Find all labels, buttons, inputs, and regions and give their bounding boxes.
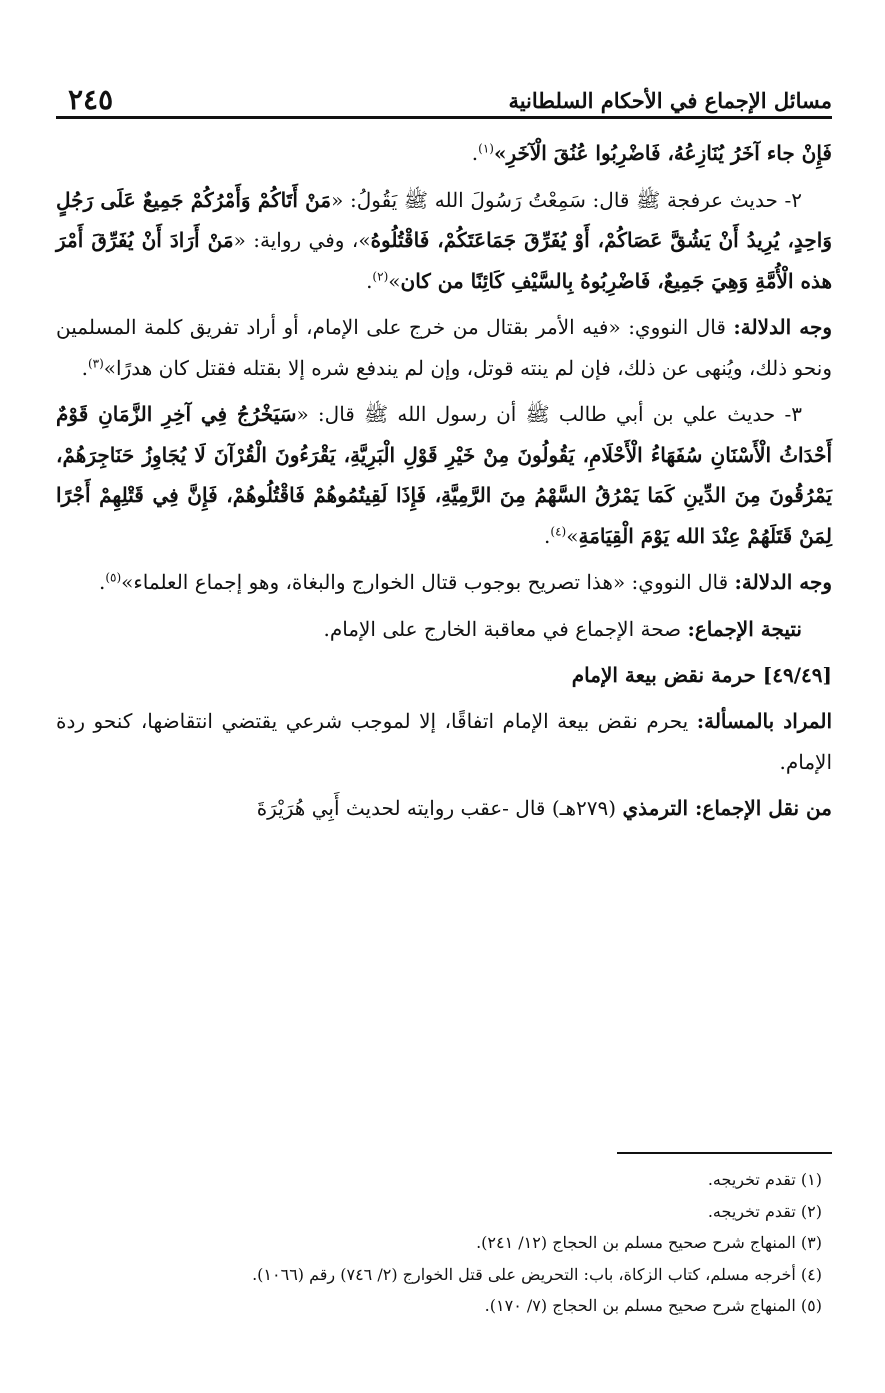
footnote-3: (٣) المنهاج شرح صحيح مسلم بن الحجاج (١٢/ ٢٤١). [476, 1233, 822, 1252]
footnote-ref: (٣) [87, 355, 104, 370]
hadith-intro: ٣- حديث علي بن أبي طالب ﷺ أن رسول الله ﷺ قال: « [296, 402, 802, 426]
section-title: حرمة نقض بيعة الإمام [571, 663, 763, 687]
footnote-ref: (١) [478, 141, 494, 156]
label-murad: المراد بالمسألة: [696, 709, 833, 733]
footnote-divider [617, 1152, 832, 1154]
paragraph-1 [56, 133, 832, 174]
footnotes [56, 1152, 832, 1322]
footnote-ref: (٥) [105, 570, 122, 585]
label-naql: من نقل الإجماع: الترمذي [622, 796, 832, 820]
paragraph-6 [56, 609, 832, 650]
label-wajh-dalala: وجه الدلالة: [733, 315, 832, 339]
footnote-1: (١) تقدم تخريجه. [707, 1170, 822, 1189]
paragraph-3 [56, 307, 832, 388]
section-number: [٤٩/٤٩] [762, 663, 832, 687]
footnote-2: (٢) تقدم تخريجه. [707, 1201, 822, 1221]
page-header [56, 66, 832, 119]
punctuation: . [471, 141, 479, 165]
paragraph-text: يحرم نقض بيعة الإمام اتفاقًا، إلا لموجب شرعي يقتضي انتقاضها، كنحو ردة الإمام. [56, 709, 832, 774]
footnote-5: (٥) المنهاج شرح صحيح مسلم بن الحجاج (٧/ ١٧٠). [484, 1296, 822, 1315]
punctuation: . [81, 355, 88, 380]
footnote-4: (٤) أخرجه مسلم، كتاب الزكاة، باب: التحريض على قتل الخوارج (٢/ ٧٤٦) رقم (١٠٦٦). [252, 1264, 822, 1284]
paragraph-text: صحة الإجماع في معاقبة الخارج على الإمام. [323, 616, 688, 641]
paragraph-5 [56, 562, 832, 603]
narration-text: »، وفي رواية: « [233, 228, 371, 252]
punctuation: . [98, 570, 106, 594]
footnote-ref: (٢) [372, 268, 389, 283]
hadith-text: مَنْ أَتَاكُمْ وَأَمْرُكُمْ جَمِيعٌ عَلَى رَجُلٍ وَاحِدٍ، يُرِيدُ أَنْ يَشُقَّ عَصَاكُمْ، أَوْ يُفَرِّقَ جَمَاعَتَكُمْ، فَاقْتُلُوهُ [56, 187, 832, 252]
footnote-ref: (٤) [550, 523, 567, 538]
hadith-text: مَنْ أَرَادَ أَنْ يُفَرِّقَ أَمْرَ هذه الْأُمَّةِ وَهِيَ جَمِيعٌ، فَاضْرِبُوهُ بِالسَّيْفِ كَائِنًا من كان [56, 228, 832, 293]
paragraph-8 [56, 788, 832, 829]
label-natija: نتيجة الإجماع: [687, 616, 802, 641]
page-body [56, 133, 832, 829]
hadith-text: فَإِنْ جاء آخَرُ يُنَازِعُهُ، فَاضْرِبُوا عُنُقَ الْآخَرِ» [493, 141, 832, 165]
page [56, 66, 832, 835]
paragraph-text: (٢٧٩هـ) قال -عقب روايته لحديث أَبِي هُرَيْرَةَ [256, 796, 623, 820]
quote-close: » [566, 523, 579, 548]
hadith-text: سَيَخْرُجُ فِي آخِرِ الزَّمَانِ قَوْمٌ أَحْدَاثُ الْأَسْنَانِ سُفَهَاءُ الْأَحْلَامِ، يَقُولُونَ مِنْ خَيْرِ قَوْلِ الْبَرِيَّةِ، يَقْرَءُونَ الْقُرْآنَ لَا يُجَاوِزُ حَنَاجِرَهُمْ، يَمْرُقُونَ مِنَ الدِّينِ كَمَا يَمْرُقُ السَّهْمُ مِنَ الرَّمِيَّةِ، فَإِذَا لَقِيتُمُوهُمْ فَاقْتُلُوهُمْ، فَإِنَّ فِي قَتْلِهِمْ أَجْرًا لِمَنْ قَتَلَهُمْ عِنْدَ الله يَوْمَ الْقِيَامَةِ [56, 402, 832, 548]
punctuation: . [366, 268, 373, 293]
paragraph-4 [56, 394, 832, 556]
hadith-intro: ٢- حديث عرفجة ﷺ قال: سَمِعْتُ رَسُولَ الله ﷺ يَقُولُ: « [331, 187, 802, 212]
section-heading [56, 655, 832, 695]
label-wajh-dalala: وجه الدلالة: [734, 570, 832, 594]
paragraph-7 [56, 701, 832, 782]
quote-close: » [388, 268, 401, 293]
punctuation: . [544, 523, 551, 548]
running-title: مسائل الإجماع في الأحكام السلطانية [508, 88, 832, 113]
page-number: ٢٤٥ [68, 83, 114, 116]
paragraph-text: قال النووي: «هذا تصريح بوجوب قتال الخوارج والبغاة، وهو إجماع العلماء» [121, 570, 735, 594]
paragraph-text: قال النووي: «فيه الأمر بقتال من خرج على الإمام، أو أراد تفريق كلمة المسلمين ونحو ذلك، ويُنهى عن ذلك، فإن لم ينته قوتل، وإن لم يندفع شره إلا بقتله فقتل كان هدرًا» [56, 315, 832, 380]
paragraph-2 [56, 180, 832, 302]
